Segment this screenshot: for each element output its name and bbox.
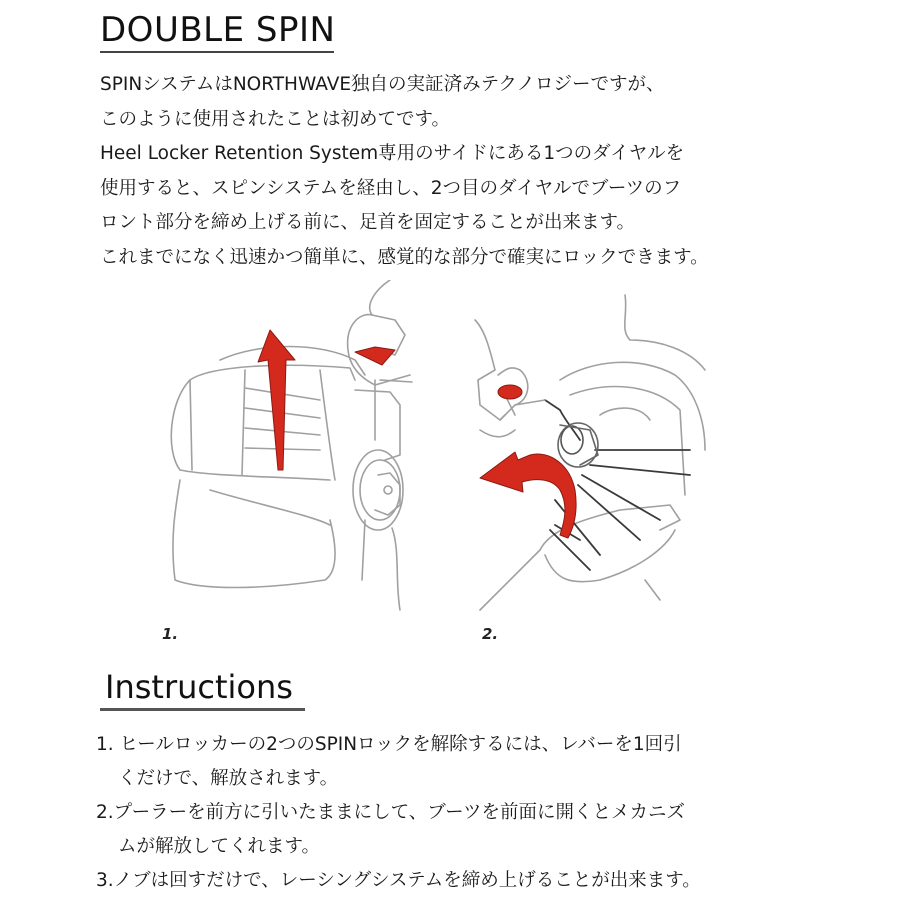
step-text-continued: ムが解放してくれます。 [118,836,321,857]
page-title: DOUBLE SPIN [100,10,336,50]
intro-line: これまでになく迅速かつ簡単に、感覚的な部分で確実にロックできます。 [100,246,709,268]
title-underline [100,51,334,53]
step-number: 3. [96,870,114,891]
intro-line: SPINシステムはNORTHWAVE独自の実証済みテクノロジーですが、 [100,74,665,95]
instruction-step-3 [96,864,876,898]
intro-line: ロント部分を締め上げる前に、足首を固定することが出来ます。 [100,212,636,233]
instructions-list [96,728,876,898]
step-text: ヒールロッカーの2つのSPINロックを解除するには、レバーを1回引 [119,734,682,755]
figure-2-boot-illustration [460,280,720,650]
step-text: ノブは回すだけで、レーシングシステムを締め上げることが出来ます。 [113,870,701,891]
instruction-step-2 [96,796,876,864]
step-text: プーラーを前方に引いたままにして、ブーツを前面に開くとメカニズ [113,802,685,823]
figure-1-label: 1. [162,625,179,643]
instruction-step-1 [96,728,876,796]
instruction-illustration [150,280,730,650]
step-number: 2. [96,802,114,823]
figure-1-boot-illustration [150,280,450,650]
figure-2-label: 2. [482,625,499,643]
intro-paragraph [100,68,860,275]
intro-line: Heel Locker Retention System専用のサイドにある1つのダイヤルを [100,143,685,164]
step-text-continued: くだけで、解放されます。 [118,768,339,789]
step-number: 1. [96,734,114,755]
instructions-underline [100,708,305,711]
intro-line: このように使用されたことは初めてです。 [100,108,451,130]
intro-line: 使用すると、スピンシステムを経由し、2つ目のダイヤルでブーツのフ [100,177,682,199]
instructions-heading: Instructions [105,668,293,706]
